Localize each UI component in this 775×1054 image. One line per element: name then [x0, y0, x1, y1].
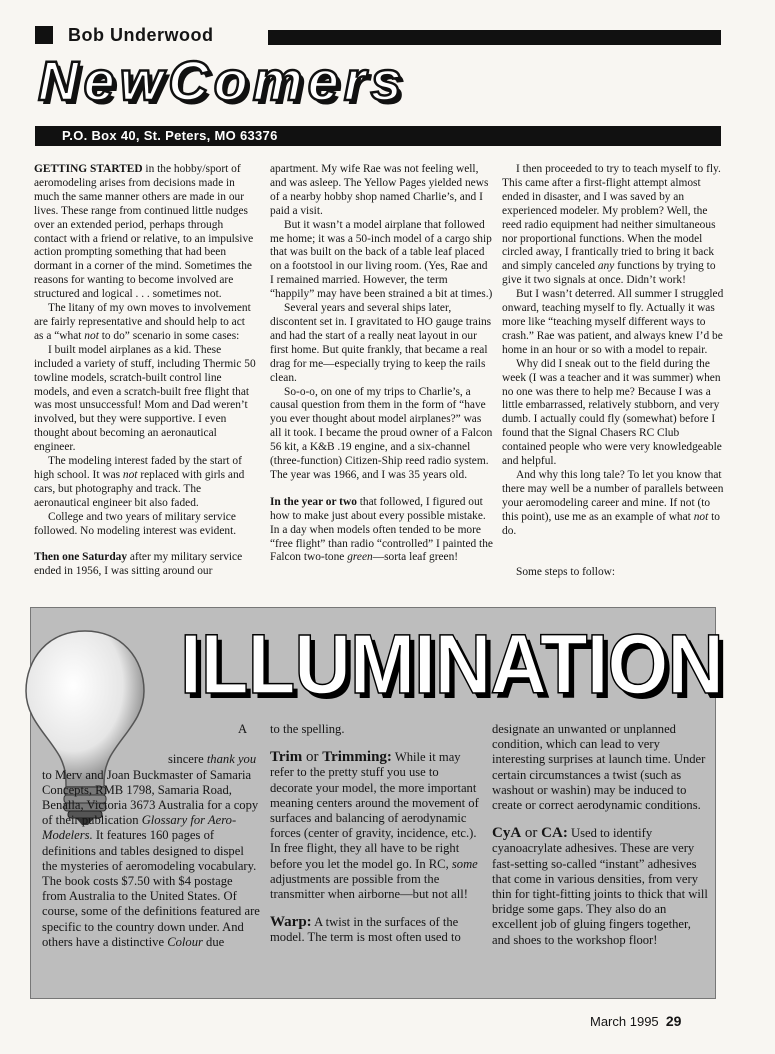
article-paragraph: But it wasn’t a model airplane that followed me home; it was a 50-inch model of a cargo ship that was built on the back of a table leaf placed on a footstool in our living room. (Yes, Rae and I remained married. However, the term “happily” may have been strained a bit at times.)	[270, 218, 493, 301]
header-square	[35, 26, 53, 44]
paragraph-text: after my military service ended in 1956, I was sitting around our	[34, 551, 243, 578]
sidebar-paragraph: to the spelling.	[270, 722, 345, 736]
glossary-entry-trim	[270, 750, 480, 902]
run-in-head: In the year or two	[270, 495, 357, 508]
paragraph-text: While it may refer to the pretty stuff you use to decorate your model, the more important meaning centers around the movement of surfaces and balancing of aerodynamic forces (center of gravity, incidence, etc.). In free flight, they all have to be right before you let the model go. In RC,	[270, 750, 479, 871]
article-paragraph: Several years and several ships later, discontent set in. I gravitated to HO gauge trains and had the start of a really neat layout in our first home. But quite frankly, that became a real drag for me—especially trying to keep the rails clean.	[270, 302, 492, 384]
emphasis: Colour	[167, 934, 203, 949]
paragraph-text: replaced with girls and cars, but photography and track. The aeronautical engineer bit also faded.	[34, 468, 245, 509]
glossary-entry-cya	[492, 826, 708, 948]
paragraph-text: The modeling interest faded by the start of high school. It was	[34, 455, 242, 481]
page-footer	[590, 1013, 681, 1029]
emphasis: green	[347, 551, 373, 564]
article-column-1	[34, 163, 256, 579]
glossary-term: Warp:	[270, 914, 312, 931]
run-in-head: GETTING STARTED	[34, 163, 143, 175]
article-paragraph: apartment. My wife Rae was not feeling well, and was asleep. The Yellow Pages yielded news of a nearby hobby shop named Charlie’s, and I paid a visit.	[270, 163, 489, 217]
paragraph-text: A twist in the surfaces of the model. The term is most often used to	[270, 915, 461, 945]
article-paragraph	[502, 469, 726, 539]
address-text: P.O. Box 40, St. Peters, MO 63376	[62, 128, 278, 143]
emphasis: not	[122, 468, 138, 481]
article-paragraph: College and two years of military service followed. No modeling interest was evident.	[34, 510, 237, 537]
emphasis: not	[693, 510, 709, 523]
article-paragraph: I built model airplanes as a kid. These included a variety of stuff, including Thermic 50 towline models, scratch-built control line models, and even a scratch-built free flight that was most unsuccessful! Mom and Dad weren’t involved, but they were supportive. I even thought about becoming an aeronautical engineer.	[34, 343, 256, 454]
article-paragraph	[34, 551, 256, 579]
glossary-entry-warp	[270, 915, 480, 945]
glossary-term: Trimming:	[322, 749, 392, 766]
paragraph-text: The litany of my own moves to involvement are fairly representative and should help to act as a “what	[34, 302, 251, 342]
emphasis: not	[84, 329, 99, 342]
paragraph-text: It features 160 pages of definitions and tables designed to dispel the mysteries of aeromodeling vocabulary. The book costs $7.50 with $4 postage from Australia to the United States. Of course, some of the definitions featured are specific to the country down under. And others have a distinctive	[42, 828, 260, 949]
article-paragraph	[502, 163, 726, 288]
paragraph-text: I then proceeded to try to teach myself to fly. This came after a first-flight attempt almost ended in disaster, and I was saved by an experienced modeler. My problem? Well, the reed radio equipment had neither simultaneous nor proportional functions. When the model circled away, I frantically tried to bring it back and simply canceled	[502, 163, 721, 273]
emphasis: thank you	[206, 752, 257, 767]
sidebar-paragraph: designate an unwanted or unplanned condition, which can lead to very interesting surprises at launch time. Under certain circumstances a twist (such as washout or washin) may be induced to create or correct aerodynamic conditions.	[492, 722, 706, 813]
paragraph-text: Used to identify cyanoacrylate adhesives. These are very fast-setting so-called “instant” adhesives that come in various densities, from very thin for tight-fitting joints to thick that will bridge some gaps. They also do an excellent job of gluing fingers together, and shoes to the workshop floor!	[492, 826, 708, 947]
paragraph-text: to Merv and Joan Buckmaster of Samaria Concepts, RMB 1798, Samaria Road, Benalla, Victoria 3673 Australia for a copy of their publication	[42, 767, 259, 828]
article-paragraph	[34, 163, 256, 302]
article-paragraph: So-o-o, on one of my trips to Charlie’s, a causal question from them in the form of “have you ever thought about model airplanes?” was all it took. I became the proud owner of a Falcon 56 kit, a K&B .19 engine, and a six-channel (three-function) Citizen-Ship reed radio system. The year was 1966, and I was 35 years old.	[270, 385, 493, 481]
run-in-head: Then one Saturday	[34, 551, 128, 564]
article-paragraph: Why did I sneak out to the field during the week (I was a teacher and it was summer) when no one was there to help me? Because I was a little embarrassed, relatively stubborn, and very dumb. I actually could fly (somewhat) before I found that the Signal Chasers RC Club contained people who were very knowledgeable and helpful.	[502, 357, 722, 468]
glossary-or: or	[521, 825, 542, 842]
article-column-2	[270, 163, 494, 565]
column-title: NewComers	[38, 49, 407, 112]
sidebar-column-3	[492, 722, 708, 948]
emphasis: Glossary for Aero-Modelers.	[42, 813, 237, 843]
sidebar-title: ILLUMINATION	[180, 617, 723, 711]
paragraph-text: adjustments are possible from the transmitter when airborne—but not all!	[270, 871, 468, 902]
emphasis: any	[597, 260, 615, 273]
glossary-or: or	[302, 749, 323, 766]
glossary-term: Trim	[270, 749, 303, 766]
paragraph-text: A sincere	[168, 722, 247, 767]
paragraph-text: that followed, I figured out how to make just about every possible mistake. In a day when models often tended to be more “free flight” than radio “controlled” I painted the Falcon two-tone	[270, 495, 493, 564]
article-paragraph: But I wasn’t deterred. All summer I struggled onward, teaching myself to fly. Actually it was more like “teaching myself different ways to crash.” Rae was patient, and always knew I’d be home in an hour or so with a model to repair.	[502, 288, 724, 356]
article-paragraph	[34, 302, 256, 344]
emphasis: some	[451, 856, 478, 871]
glossary-term: CA:	[541, 825, 568, 842]
glossary-term: CyA	[492, 825, 522, 842]
paragraph-text: functions by trying to give it two signals at once. Didn’t work!	[502, 260, 716, 287]
author-name: Bob Underwood	[68, 25, 214, 45]
paragraph-text: due	[202, 934, 225, 949]
page-number: 29	[665, 1013, 682, 1029]
sidebar-column-1	[42, 722, 260, 950]
issue-date: March 1995	[590, 1014, 659, 1029]
paragraph-text: to do.	[502, 510, 720, 537]
article-paragraph	[270, 496, 494, 566]
paragraph-text: in the hobby/sport of aeromodeling arises from decisions made in much the same manner others are made in our lives. These range from continued little nudges over an extended period, perhaps through contact with a friend or relative, to an impulsive action prompting something that had been dormant in a corner of the mind. Sometimes the reasons for wanting to become involved are structured and logical . . . sometimes not.	[34, 163, 254, 301]
paragraph-text: And why this long tale? To let you know that there may well be a number of parallels between your aeromodeling career and mine. If not (to this point), use me as an example of what	[502, 468, 724, 523]
article-paragraph: Some steps to follow:	[516, 566, 616, 579]
article-paragraph	[34, 455, 256, 511]
header-rule	[268, 30, 721, 45]
sidebar-column-2	[270, 722, 480, 946]
paragraph-text: to do” scenario in some cases:	[98, 329, 240, 342]
paragraph-text: —sorta leaf green!	[372, 551, 459, 564]
article-column-3	[502, 163, 726, 580]
